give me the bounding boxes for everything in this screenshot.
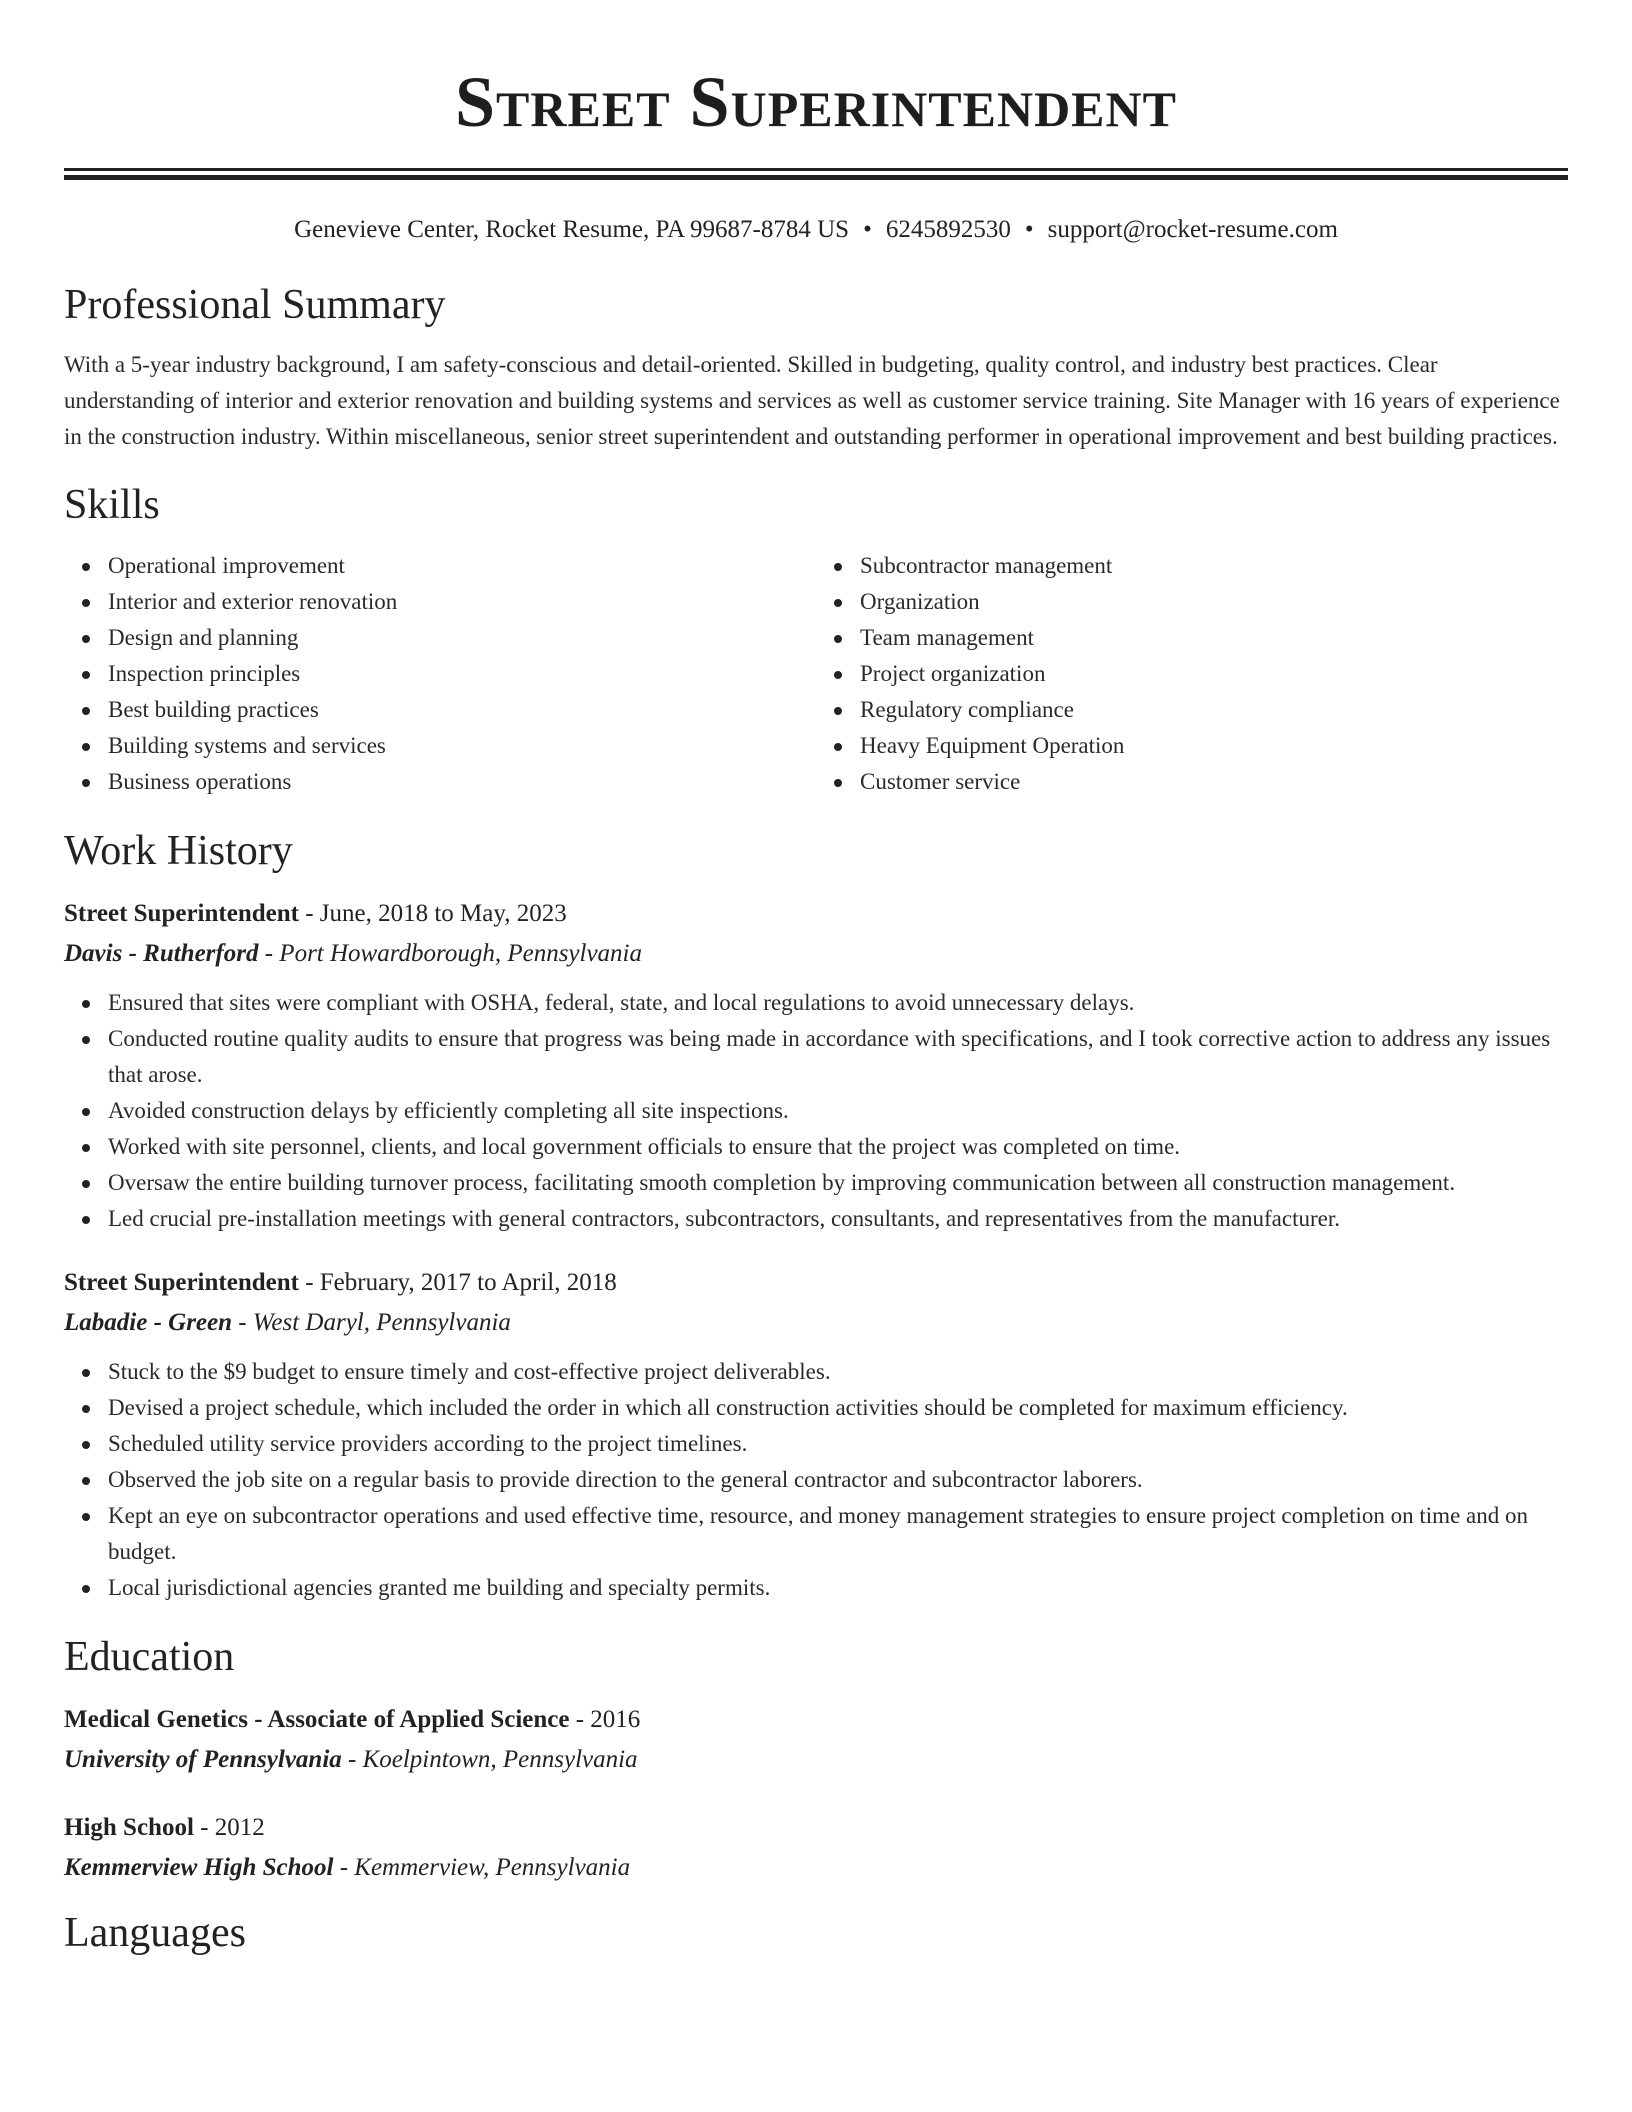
education-degree: High School [64,1814,194,1841]
education-location: - Kemmerview, Pennsylvania [333,1854,631,1881]
skills-column-left [64,548,816,800]
job-duty: Avoided construction delays by efficiently completing all site inspections. [108,1093,1568,1129]
education-school: Kemmerview High School [64,1854,334,1881]
title-divider [64,168,1568,180]
job-title-line [64,1263,1568,1303]
contact-separator: • [1024,216,1034,243]
job-duty: Ensured that sites were compliant with OSHA, federal, state, and local regulations to avoid unnecessary delays. [108,985,1568,1021]
education-entry [64,1700,1568,1780]
summary-text: With a 5-year industry background, I am safety-conscious and detail-oriented. Skilled in budgeting, quality control, and industry best practices. Clear understanding of interior and exterior renovation and building systems and services as well as customer service training. Site Manager with 16 years of experience in the construction industry. Within miscellaneous, senior street superintendent and outstanding performer in operational improvement and best building practices. [64,352,1560,449]
education-school-line [64,1848,1568,1888]
job-title-line [64,894,1568,934]
job-duty: Led crucial pre-installation meetings with general contractors, subcontractors, consultants, and representatives from the manufacturer. [108,1201,1568,1237]
skill-item: Inspection principles [108,656,816,692]
job-duty: Local jurisdictional agencies granted me building and specialty permits. [108,1570,1568,1606]
job-duties-list [64,1354,1568,1606]
job-duty: Scheduled utility service providers according to the project timelines. [108,1426,1568,1462]
job-company: Davis - Rutherford [64,940,259,967]
skill-item: Team management [860,620,1568,656]
job-duty: Stuck to the $9 budget to ensure timely and cost-effective project deliverables. [108,1354,1568,1390]
contact-line [64,214,1568,246]
job-entry [64,894,1568,1237]
skill-item: Subcontractor management [860,548,1568,584]
education-school: University of Pennsylvania [64,1746,342,1773]
contact-address: Genevieve Center, Rocket Resume, PA 99687-8784 US [294,216,850,243]
resume-page [64,0,1568,1958]
education-year: - 2016 [569,1706,641,1733]
job-location: - Port Howardborough, Pennsylvania [258,940,643,967]
job-duty: Worked with site personnel, clients, and local government officials to ensure that the project was completed on time. [108,1129,1568,1165]
skill-item: Regulatory compliance [860,692,1568,728]
job-dates: - June, 2018 to May, 2023 [298,900,567,927]
job-duty: Observed the job site on a regular basis to provide direction to the general contractor and subcontractor laborers. [108,1462,1568,1498]
skill-item: Best building practices [108,692,816,728]
contact-separator: • [863,216,872,243]
skill-item: Business operations [108,764,816,800]
job-duty: Oversaw the entire building turnover process, facilitating smooth completion by improving communication between all construction management. [108,1165,1568,1201]
education-degree-line [64,1700,1568,1740]
skill-item: Customer service [860,764,1568,800]
skills-heading: Skills [64,482,160,528]
job-duty: Devised a project schedule, which included the order in which all construction activities should be completed for maximum efficiency. [108,1390,1568,1426]
languages-heading: Languages [64,1910,246,1956]
contact-phone: 6245892530 [885,216,1011,243]
resume-title: Street Superintendent [455,62,1177,142]
skill-item: Operational improvement [108,548,816,584]
job-dates: - February, 2017 to April, 2018 [298,1269,617,1296]
education-school-line [64,1740,1568,1780]
skill-item: Organization [860,584,1568,620]
job-duty: Conducted routine quality audits to ensure that progress was being made in accordance with specifications, and I took corrective action to address any issues that arose. [108,1021,1568,1093]
job-title: Street Superintendent [64,900,299,927]
education-degree-line [64,1808,1568,1848]
skill-item: Building systems and services [108,728,816,764]
education-year: - 2012 [193,1814,265,1841]
job-company-line [64,1303,1568,1343]
education-degree: Medical Genetics - Associate of Applied Science [64,1706,570,1733]
summary-heading: Professional Summary [64,282,446,328]
work-history-heading: Work History [64,828,293,874]
job-title: Street Superintendent [64,1269,299,1296]
job-company: Labadie - Green [64,1309,233,1336]
skills-column-right [816,548,1568,800]
education-entry [64,1808,1568,1888]
skill-item: Heavy Equipment Operation [860,728,1568,764]
job-duties-list [64,985,1568,1237]
job-company-line [64,934,1568,974]
education-heading: Education [64,1634,235,1680]
job-entry [64,1263,1568,1606]
contact-email: support@rocket-resume.com [1047,216,1338,243]
job-location: - West Daryl, Pennsylvania [232,1309,511,1336]
skill-item: Interior and exterior renovation [108,584,816,620]
skill-item: Project organization [860,656,1568,692]
education-location: - Koelpintown, Pennsylvania [341,1746,638,1773]
skills-list [64,548,1568,800]
job-duty: Kept an eye on subcontractor operations and used effective time, resource, and money management strategies to ensure project completion on time and on budget. [108,1498,1568,1570]
skill-item: Design and planning [108,620,816,656]
